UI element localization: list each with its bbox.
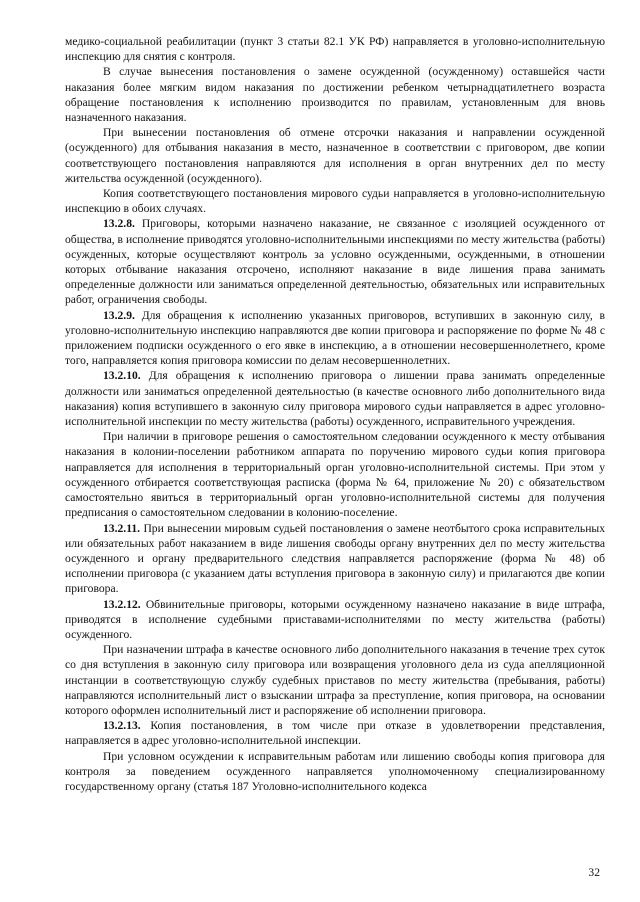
paragraph-text: При назначении штрафа в качестве основного либо дополнительного наказания в течение трех суток со дня вступления в законную силу приговора или возвращения уголовного дела из суда апелляционной инстанции в соответствующую службу судебных приставов по месту жительства (пребывания, работы) направляются исполнительный лист о взыскании штрафа за преступление, копия приговора, на основании которого оформлен исполнительный лист и распоряжение об исполнении приговора. — [65, 643, 605, 717]
paragraph — [65, 186, 605, 216]
paragraph-text: Копия соответствующего постановления мирового судьи направляется в уголовно-исполнительную инспекцию в обоих случаях. — [65, 187, 605, 216]
paragraph — [65, 597, 605, 643]
paragraph — [65, 64, 605, 125]
paragraph-text: При вынесении постановления об отмене отсрочки наказания и направлении осужденной (осужденного) для отбывания наказания в место, назначенное в соответствии с приговором, две копии соответствующего постановления направляются для исполнения в орган внутренних дел по месту жительства осужденной (осужденного). — [65, 126, 605, 185]
paragraph-text: медико-социальной реабилитации (пункт 3 статьи 82.1 УК РФ) направляется в уголовно-исполнительную инспекцию для снятия с контроля. — [65, 35, 605, 64]
paragraph — [65, 642, 605, 718]
paragraph — [65, 125, 605, 186]
paragraph-number: 13.2.11. — [103, 521, 141, 535]
paragraph-text: Обвинительные приговоры, которыми осужденному назначено наказание в виде штрафа, приводятся в исполнение судебными приставами-исполнителями по месту жительства (работы) осужденного. — [65, 597, 605, 641]
paragraph-text: При наличии в приговоре решения о самостоятельном следовании осужденного к месту отбывания наказания в колонии-поселении работником аппарата по поручению мирового судьи копия приговора направляется для исполнения в территориальный орган уголовно-исполнительной системы. При этом у осужденного отбирается соответствующая расписка (форма № 64, приложение № 20) с обязательством самостоятельно явиться в территориальный орган уголовно-исполнительной системы для получения предписания о самостоятельном следовании в колонию-поселение. — [65, 430, 605, 520]
paragraph-text: При условном осуждении к исправительным работам или лишению свободы копия приговора для контроля за поведением осужденного направляется уполномоченному специализированному государственному органу (статья 187 Уголовно-исполнительного кодекса — [65, 749, 605, 793]
paragraph — [65, 308, 605, 369]
paragraph — [65, 521, 605, 597]
paragraph-number: 13.2.9. — [103, 308, 135, 322]
paragraph — [65, 749, 605, 795]
paragraph-text: При вынесении мировым судьей постановления о замене неотбытого срока исправительных или обязательных работ наказанием в виде лишения свободы органу внутренних дел по месту жительства осужденного и органу предварительного следствия направляется распоряжение (форма № 48) об исполнении приговора (с указанием даты вступления приговора в законную силу) и прилагаются две копии приговора. — [65, 521, 605, 596]
paragraph-number: 13.2.10. — [103, 369, 141, 383]
paragraph-number: 13.2.12. — [103, 597, 141, 611]
paragraph — [65, 718, 605, 748]
paragraph-text: В случае вынесения постановления о замене осужденной (осужденному) оставшейся части наказания более мягким видом наказания по достижении ребенком четырнадцатилетнего возраста обращение постановления к исполнению производится по правилам, установленным для вновь назначенного наказания. — [65, 65, 605, 125]
paragraph-number: 13.2.8. — [103, 217, 135, 231]
page-number: 32 — [588, 866, 600, 879]
paragraph — [65, 216, 605, 307]
body-text — [65, 34, 605, 794]
paragraph — [65, 34, 605, 64]
paragraph — [65, 368, 605, 429]
paragraph-text: Приговоры, которыми назначено наказание, не связанное с изоляцией осужденного от общества, в исполнение приводятся уголовно-исполнительными инспекциями по месту жительства (работы) осужденных, которые осуществляют контроль за условно осужденными, осужденными, в отношении которых отбывание наказания отсрочено, исполняют наказание в виде лишения права занимать определенные должности или заниматься определенной деятельностью, обязательных или исправительных работ, ограничения свободы. — [65, 217, 605, 307]
paragraph-text: Для обращения к исполнению указанных приговоров, вступивших в законную силу, в уголовно-исполнительную инспекцию направляются две копии приговора и распоряжение по форме № 48 с приложением подписки осужденного о его явке в инспекцию, а в отношении несовершеннолетнего, кроме того, направляется копия приговора комиссии по делам несовершеннолетних. — [65, 308, 605, 368]
paragraph-text: Для обращения к исполнению приговора о лишении права занимать определенные должности или заниматься определенной деятельностью (в качестве основного либо дополнительного вида наказания) копия вступившего в законную силу приговора мирового судьи направляется в адрес уголовно-исполнительной инспекции по месту жительства (работы) осужденного, исправительного учреждения. — [65, 369, 605, 429]
paragraph-number: 13.2.13. — [103, 719, 141, 733]
paragraph — [65, 429, 605, 520]
paragraph-text: Копия постановления, в том числе при отказе в удовлетворении представления, направляется в адрес уголовно-исполнительной инспекции. — [65, 719, 605, 748]
